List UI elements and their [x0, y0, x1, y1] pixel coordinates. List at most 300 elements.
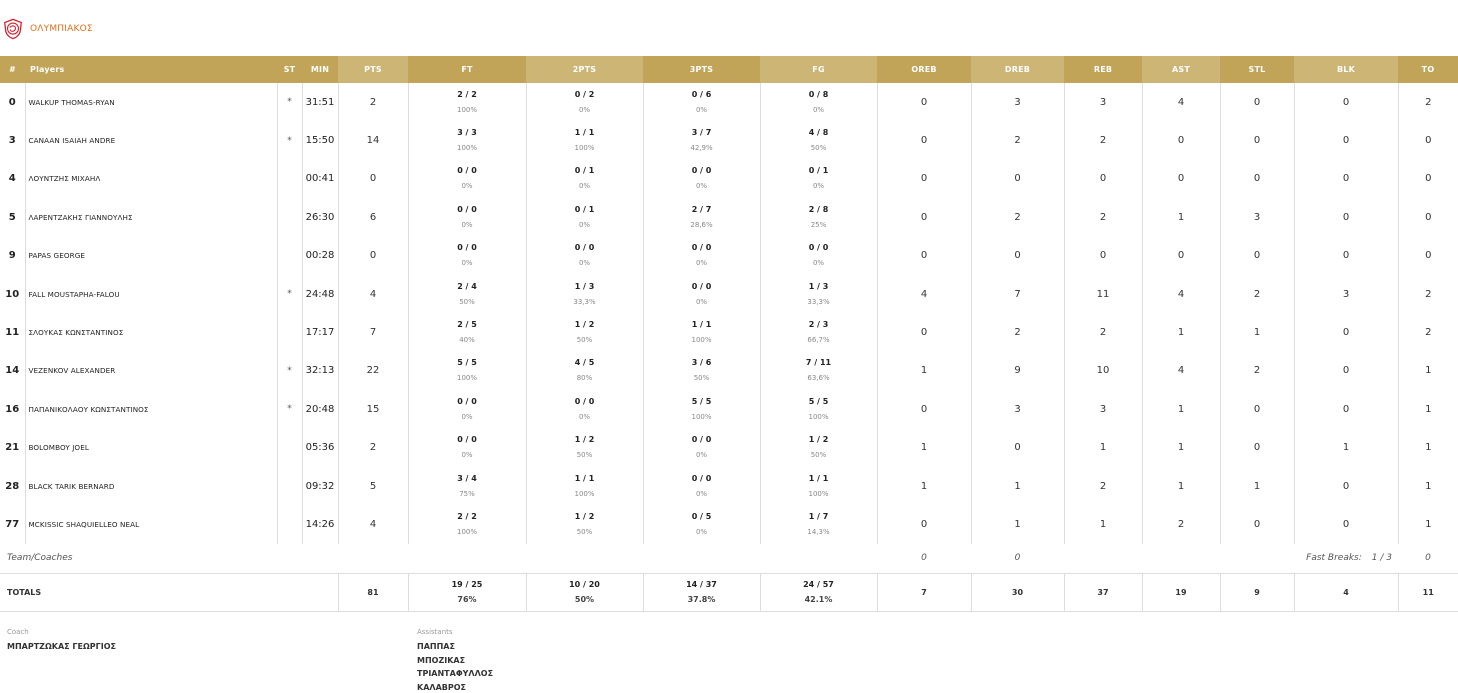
player-2pts-pct: 0%	[578, 220, 591, 229]
player-ft-made: 0 / 0	[457, 243, 477, 253]
player-ft	[408, 313, 526, 351]
totals-to: 11	[1398, 574, 1458, 612]
player-2pts	[526, 429, 643, 467]
totals-pts: 81	[338, 574, 408, 612]
player-ft	[408, 352, 526, 390]
player-row	[0, 352, 1458, 390]
player-dreb: 0	[971, 160, 1064, 198]
player-fg-made: 0 / 1	[808, 166, 829, 176]
player-2pts	[526, 467, 643, 505]
player-row	[0, 505, 1458, 543]
player-3pts-pct: 0%	[695, 182, 708, 191]
totals-row	[0, 574, 1458, 612]
player-to: 1	[1425, 403, 1432, 415]
player-ft-made: 5 / 5	[457, 358, 477, 368]
player-3pts-pct: 0%	[695, 451, 708, 460]
player-stl: 2	[1220, 275, 1294, 313]
player-stl: 2	[1220, 352, 1294, 390]
starter-marker	[277, 467, 302, 505]
player-ft-made: 0 / 0	[457, 396, 477, 406]
player-row	[0, 237, 1458, 275]
player-ft	[408, 160, 526, 198]
totals-fg-made: 24 / 57	[803, 580, 834, 590]
player-minutes: 17:17	[302, 313, 338, 351]
player-ft	[408, 121, 526, 159]
totals-3pts	[643, 574, 760, 612]
player-ast: 4	[1142, 275, 1220, 313]
coach-name: ΜΠΑΡΤΖΩΚΑΣ ΓΕΩΡΓΙΟΣ	[7, 642, 116, 651]
player-reb: 2	[1064, 121, 1142, 159]
fast-breaks-value: 1 / 3	[1371, 553, 1392, 564]
player-fg	[760, 121, 877, 159]
player-ft	[408, 198, 526, 236]
player-oreb: 0	[877, 313, 971, 351]
player-2pts-pct: 33,3%	[573, 297, 596, 306]
player-blk: 0	[1294, 352, 1398, 390]
player-row	[0, 83, 1458, 121]
team-coaches-to: 0	[1398, 544, 1458, 574]
player-number: 28	[0, 467, 25, 505]
player-minutes: 14:26	[302, 505, 338, 543]
player-ft-made: 2 / 2	[457, 511, 477, 521]
player-ast: 4	[1142, 352, 1220, 390]
player-row	[0, 313, 1458, 351]
fast-breaks	[1064, 544, 1398, 574]
totals-oreb: 7	[877, 574, 971, 612]
player-reb: 3	[1064, 83, 1142, 121]
player-stl: 0	[1220, 429, 1294, 467]
player-points: 5	[338, 467, 408, 505]
player-minutes: 15:50	[302, 121, 338, 159]
player-number: 10	[0, 275, 25, 313]
player-fg	[760, 390, 877, 428]
starter-marker	[277, 198, 302, 236]
player-name[interactable]: VEZENKOV ALEXANDER	[25, 352, 277, 390]
player-name[interactable]: ΠΑΠΑΝΙΚΟΛΑΟΥ ΚΩΝΣΤΑΝΤΙΝΟΣ	[25, 390, 277, 428]
player-reb: 0	[1064, 160, 1142, 198]
player-ft	[408, 505, 526, 543]
player-fg-pct: 14,3%	[807, 527, 830, 536]
player-ast: 1	[1142, 467, 1220, 505]
player-fg	[760, 429, 877, 467]
player-oreb: 0	[877, 160, 971, 198]
starter-marker: *	[277, 83, 302, 121]
player-2pts	[526, 121, 643, 159]
player-ft-made: 0 / 0	[457, 166, 477, 176]
player-ft-made: 0 / 0	[457, 204, 477, 214]
player-dreb: 7	[971, 275, 1064, 313]
player-3pts-pct: 100%	[691, 336, 712, 345]
player-fg-pct: 33,3%	[807, 297, 830, 306]
player-reb: 11	[1064, 275, 1142, 313]
player-3pts-made: 0 / 0	[691, 166, 712, 176]
player-number: 11	[0, 313, 25, 351]
player-points: 0	[338, 237, 408, 275]
starter-marker	[277, 505, 302, 543]
player-stl: 1	[1220, 313, 1294, 351]
player-name[interactable]: ΛΟΥΝΤΖΗΣ ΜΙΧΑΗΛ	[25, 160, 277, 198]
player-ft-pct: 0%	[461, 259, 473, 268]
totals-ft	[408, 574, 526, 612]
player-oreb: 1	[877, 429, 971, 467]
totals-dreb: 30	[971, 574, 1064, 612]
player-2pts	[526, 83, 643, 121]
player-name[interactable]: BLACK TARIK BERNARD	[25, 467, 277, 505]
player-fg-made: 0 / 0	[808, 243, 829, 253]
player-3pts	[643, 467, 760, 505]
player-2pts-made: 1 / 3	[574, 281, 595, 291]
totals-stl: 9	[1220, 574, 1294, 612]
player-3pts-pct: 0%	[695, 105, 708, 114]
col-header-ft: FT	[408, 56, 526, 83]
player-ast: 1	[1142, 390, 1220, 428]
player-ast: 1	[1142, 313, 1220, 351]
assistant-name: ΚΑΛΑΒΡΟΣ	[417, 682, 466, 692]
player-rows	[0, 83, 1458, 544]
player-fg	[760, 467, 877, 505]
player-2pts-pct: 50%	[576, 336, 593, 345]
player-ft-pct: 50%	[459, 297, 475, 306]
player-2pts	[526, 505, 643, 543]
player-dreb: 2	[971, 313, 1064, 351]
player-ft-pct: 40%	[459, 336, 475, 345]
totals-ast: 19	[1142, 574, 1220, 612]
player-number: 14	[0, 352, 25, 390]
player-3pts-made: 0 / 6	[691, 89, 712, 99]
player-fg-pct: 25%	[810, 220, 827, 229]
player-points: 4	[338, 505, 408, 543]
player-blk: 0	[1294, 160, 1398, 198]
player-fg-pct: 0%	[812, 105, 825, 114]
player-to: 0	[1425, 211, 1432, 223]
player-ast: 0	[1142, 160, 1220, 198]
player-row	[0, 467, 1458, 505]
starter-marker: *	[277, 390, 302, 428]
player-number: 4	[0, 160, 25, 198]
player-to: 1	[1425, 442, 1432, 454]
player-dreb: 3	[971, 390, 1064, 428]
col-header-min: MIN	[302, 56, 338, 83]
player-3pts	[643, 198, 760, 236]
totals-2pts-pct: 50%	[574, 595, 595, 605]
player-reb: 3	[1064, 390, 1142, 428]
col-header-3pts: 3PTS	[643, 56, 760, 83]
totals-label: TOTALS	[0, 574, 338, 612]
player-2pts	[526, 275, 643, 313]
col-header-oreb: OREB	[877, 56, 971, 83]
player-2pts-made: 1 / 2	[574, 435, 595, 445]
player-2pts	[526, 390, 643, 428]
player-dreb: 1	[971, 467, 1064, 505]
player-2pts	[526, 237, 643, 275]
player-to: 2	[1425, 96, 1432, 108]
player-name[interactable]: BOLOMBOY JOEL	[25, 429, 277, 467]
player-fg-made: 1 / 3	[808, 281, 829, 291]
player-name[interactable]: MCKISSIC SHAQUIELLEO NEAL	[25, 505, 277, 543]
totals-reb: 37	[1064, 574, 1142, 612]
player-number: 3	[0, 121, 25, 159]
player-name[interactable]: FALL MOUSTAPHA-FALOU	[25, 275, 277, 313]
player-3pts-made: 0 / 0	[691, 281, 712, 291]
totals-ft-made: 19 / 25	[451, 580, 483, 590]
player-minutes: 20:48	[302, 390, 338, 428]
player-reb: 2	[1064, 467, 1142, 505]
player-ft-pct: 0%	[461, 412, 473, 421]
player-points: 22	[338, 352, 408, 390]
player-number: 16	[0, 390, 25, 428]
player-reb: 2	[1064, 198, 1142, 236]
player-3pts-made: 0 / 0	[691, 243, 712, 253]
player-blk: 0	[1294, 467, 1398, 505]
player-ast: 1	[1142, 198, 1220, 236]
player-to: 1	[1425, 365, 1432, 377]
player-number: 77	[0, 505, 25, 543]
player-stl: 3	[1220, 198, 1294, 236]
player-3pts	[643, 83, 760, 121]
player-oreb: 0	[877, 198, 971, 236]
player-row	[0, 198, 1458, 236]
player-minutes: 09:32	[302, 467, 338, 505]
player-2pts-pct: 80%	[576, 374, 593, 383]
player-ft	[408, 429, 526, 467]
player-blk: 0	[1294, 313, 1398, 351]
player-fg-made: 2 / 8	[808, 204, 829, 214]
totals-3pts-pct: 37.8%	[687, 595, 716, 605]
player-fg-made: 1 / 1	[808, 473, 829, 483]
player-minutes: 32:13	[302, 352, 338, 390]
player-stl: 0	[1220, 121, 1294, 159]
player-3pts-made: 2 / 7	[691, 204, 712, 214]
player-ft-made: 2 / 5	[457, 320, 477, 330]
player-points: 2	[338, 429, 408, 467]
player-stl: 0	[1220, 390, 1294, 428]
player-fg-pct: 63,6%	[807, 374, 830, 383]
team-coaches-row	[0, 544, 1458, 574]
player-ft	[408, 237, 526, 275]
player-ft	[408, 83, 526, 121]
player-ft-made: 3 / 4	[457, 473, 477, 483]
player-fg	[760, 275, 877, 313]
assistants-section	[417, 628, 493, 693]
player-2pts-made: 1 / 2	[574, 511, 595, 521]
player-number: 9	[0, 237, 25, 275]
player-oreb: 0	[877, 121, 971, 159]
player-stl: 1	[1220, 467, 1294, 505]
player-3pts-pct: 0%	[695, 489, 708, 498]
player-dreb: 0	[971, 429, 1064, 467]
player-3pts	[643, 505, 760, 543]
player-oreb: 0	[877, 505, 971, 543]
totals-blk: 4	[1294, 574, 1398, 612]
player-2pts-made: 0 / 1	[574, 204, 595, 214]
player-to: 0	[1425, 250, 1432, 262]
assistant-name: ΜΠΟΖΙΚΑΣ	[417, 655, 466, 665]
player-blk: 0	[1294, 198, 1398, 236]
player-to: 2	[1425, 288, 1432, 300]
player-2pts-pct: 100%	[574, 144, 595, 153]
player-reb: 0	[1064, 237, 1142, 275]
player-fg-pct: 0%	[812, 259, 825, 268]
player-fg	[760, 352, 877, 390]
player-ft-made: 2 / 4	[457, 281, 477, 291]
player-points: 2	[338, 83, 408, 121]
player-2pts-made: 4 / 5	[574, 358, 595, 368]
player-2pts-made: 0 / 2	[574, 89, 595, 99]
col-header-stl: STL	[1220, 56, 1294, 83]
player-fg-made: 7 / 11	[805, 358, 832, 368]
col-header-blk: BLK	[1294, 56, 1398, 83]
player-points: 14	[338, 121, 408, 159]
player-fg-made: 1 / 2	[808, 435, 829, 445]
player-ft	[408, 467, 526, 505]
player-name[interactable]: ΛΑΡΕΝΤΖΑΚΗΣ ΓΙΑΝΝΟΥΛΗΣ	[25, 198, 277, 236]
totals-fg	[760, 574, 877, 612]
player-minutes: 31:51	[302, 83, 338, 121]
player-ast: 0	[1142, 121, 1220, 159]
player-3pts	[643, 237, 760, 275]
player-reb: 1	[1064, 505, 1142, 543]
player-2pts-pct: 0%	[578, 182, 591, 191]
player-3pts-pct: 0%	[695, 259, 708, 268]
player-oreb: 1	[877, 352, 971, 390]
team-name[interactable]: ΟΛΥΜΠΙΑΚΟΣ	[30, 24, 93, 34]
player-3pts	[643, 275, 760, 313]
player-ft-pct: 100%	[456, 374, 477, 383]
player-oreb: 1	[877, 467, 971, 505]
player-points: 0	[338, 160, 408, 198]
col-header-pts: PTS	[338, 56, 408, 83]
player-points: 6	[338, 198, 408, 236]
assistant-name: ΤΡΙΑΝΤΑΦΥΛΛΟΣ	[417, 669, 494, 678]
starter-marker: *	[277, 352, 302, 390]
player-reb: 1	[1064, 429, 1142, 467]
player-ast: 2	[1142, 505, 1220, 543]
player-ast: 4	[1142, 83, 1220, 121]
player-to: 1	[1425, 518, 1432, 530]
player-ft-pct: 75%	[459, 489, 475, 498]
fast-breaks-label: Fast Breaks:	[1306, 553, 1362, 564]
player-2pts-made: 1 / 1	[574, 473, 595, 483]
player-stl: 0	[1220, 160, 1294, 198]
player-3pts-pct: 100%	[691, 412, 712, 421]
player-ast: 1	[1142, 429, 1220, 467]
player-oreb: 4	[877, 275, 971, 313]
player-3pts	[643, 121, 760, 159]
player-row	[0, 390, 1458, 428]
player-oreb: 0	[877, 237, 971, 275]
player-fg	[760, 160, 877, 198]
player-2pts-made: 0 / 0	[574, 396, 595, 406]
player-2pts-pct: 100%	[574, 489, 595, 498]
player-2pts-made: 0 / 1	[574, 166, 595, 176]
player-2pts	[526, 352, 643, 390]
player-3pts	[643, 160, 760, 198]
player-stl: 0	[1220, 83, 1294, 121]
player-2pts	[526, 160, 643, 198]
player-name[interactable]: ΣΛΟΥΚΑΣ ΚΩΝΣΤΑΝΤΙΝΟΣ	[25, 313, 277, 351]
player-ft-pct: 0%	[461, 451, 473, 460]
player-row	[0, 429, 1458, 467]
team-coaches-dreb: 0	[971, 544, 1064, 574]
player-fg-made: 0 / 8	[808, 89, 829, 99]
player-to: 1	[1425, 480, 1432, 492]
player-dreb: 0	[971, 237, 1064, 275]
header-row	[0, 56, 1458, 83]
player-row	[0, 275, 1458, 313]
player-ft-pct: 0%	[461, 220, 473, 229]
player-blk: 0	[1294, 390, 1398, 428]
player-points: 15	[338, 390, 408, 428]
player-3pts-pct: 42,9%	[690, 144, 713, 153]
starter-marker: *	[277, 275, 302, 313]
player-name[interactable]: CANAAN ISAIAH ANDRE	[25, 121, 277, 159]
player-3pts-made: 3 / 6	[691, 358, 712, 368]
player-stl: 0	[1220, 237, 1294, 275]
player-ft	[408, 275, 526, 313]
col-header-2pts: 2PTS	[526, 56, 643, 83]
player-to: 0	[1425, 173, 1432, 185]
player-number: 0	[0, 83, 25, 121]
col-header-players: Players	[25, 56, 277, 83]
player-fg	[760, 237, 877, 275]
assistants-label: Assistants	[417, 628, 453, 636]
player-dreb: 9	[971, 352, 1064, 390]
player-name[interactable]: PAPAS GEORGE	[25, 237, 277, 275]
player-number: 5	[0, 198, 25, 236]
col-header-st: ST	[277, 56, 302, 83]
player-points: 4	[338, 275, 408, 313]
player-dreb: 3	[971, 83, 1064, 121]
coach-section	[7, 628, 116, 654]
player-oreb: 0	[877, 390, 971, 428]
player-2pts	[526, 198, 643, 236]
totals-2pts-made: 10 / 20	[569, 580, 600, 590]
player-3pts-made: 5 / 5	[691, 396, 712, 406]
starter-marker	[277, 237, 302, 275]
player-ft-pct: 100%	[456, 527, 477, 536]
player-number: 21	[0, 429, 25, 467]
player-stl: 0	[1220, 505, 1294, 543]
player-ft-pct: 0%	[461, 182, 473, 191]
player-2pts-pct: 0%	[578, 412, 591, 421]
player-blk: 0	[1294, 237, 1398, 275]
player-2pts	[526, 313, 643, 351]
player-name[interactable]: WALKUP THOMAS-RYAN	[25, 83, 277, 121]
player-ft-made: 3 / 3	[457, 128, 477, 138]
player-blk: 3	[1294, 275, 1398, 313]
coach-label: Coach	[7, 628, 29, 636]
player-fg	[760, 83, 877, 121]
player-2pts-pct: 50%	[576, 451, 593, 460]
player-3pts-made: 0 / 0	[691, 473, 712, 483]
player-minutes: 24:48	[302, 275, 338, 313]
player-3pts-pct: 28,6%	[690, 220, 713, 229]
player-fg	[760, 198, 877, 236]
col-header-number: #	[0, 56, 25, 83]
player-minutes: 26:30	[302, 198, 338, 236]
starter-marker	[277, 429, 302, 467]
team-coaches-oreb: 0	[877, 544, 971, 574]
player-ft-pct: 100%	[456, 105, 477, 114]
player-fg	[760, 505, 877, 543]
totals-3pts-made: 14 / 37	[686, 580, 717, 590]
player-dreb: 2	[971, 198, 1064, 236]
player-3pts-pct: 50%	[693, 374, 710, 383]
player-fg-made: 4 / 8	[808, 128, 829, 138]
player-ft-made: 2 / 2	[457, 89, 477, 99]
olympiacos-logo-icon	[2, 18, 24, 40]
player-fg-pct: 100%	[808, 489, 829, 498]
